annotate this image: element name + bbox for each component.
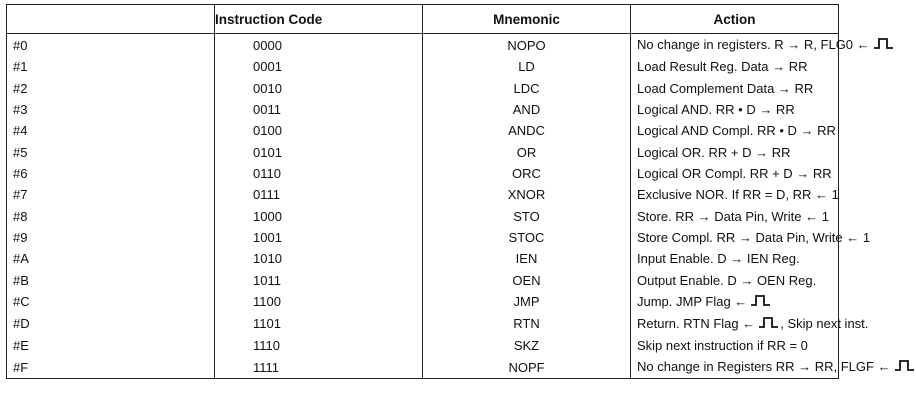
- action: [631, 34, 870, 57]
- action: [631, 248, 839, 269]
- instruction-code: 1101: [215, 313, 423, 335]
- instruction-code: 1010: [215, 248, 423, 269]
- instruction-code: 1100: [215, 291, 423, 313]
- instruction-number: #2: [7, 77, 215, 98]
- instruction-number: #8: [7, 205, 215, 226]
- instruction-number: #6: [7, 163, 215, 184]
- table-row: [7, 77, 839, 98]
- instruction-number: #A: [7, 248, 215, 269]
- mnemonic: JMP: [423, 291, 631, 313]
- table-row: [7, 248, 839, 269]
- action: [631, 313, 869, 335]
- header-mnemonic: Mnemonic: [423, 5, 631, 34]
- action-text: Logical AND Compl. RR • D → RR: [637, 123, 836, 139]
- action: [631, 227, 871, 248]
- instruction-number: #1: [7, 56, 215, 77]
- action-text: Logical AND. RR • D → RR: [637, 101, 795, 117]
- action: [631, 120, 839, 141]
- instruction-code: 0111: [215, 184, 423, 205]
- mnemonic: ANDC: [423, 120, 631, 141]
- table-row: [7, 184, 839, 205]
- instruction-code: 0000: [215, 34, 423, 57]
- action-text: Store Compl. RR → Data Pin, Write ← 1: [637, 229, 871, 245]
- table-row: [7, 291, 839, 313]
- instruction-code: 0101: [215, 141, 423, 162]
- instruction-number: #C: [7, 291, 215, 313]
- action: [631, 77, 839, 98]
- action: [631, 291, 839, 313]
- instruction-number: #3: [7, 99, 215, 120]
- mnemonic: LDC: [423, 77, 631, 98]
- instruction-code: 1011: [215, 270, 423, 291]
- action-text: No change in registers. R → R, FLG0 ←: [637, 37, 870, 52]
- table-row: [7, 205, 839, 226]
- pulse-icon: [758, 314, 780, 335]
- action-suffix: , Skip next inst.: [780, 315, 869, 331]
- action-text: Skip next instruction if RR = 0: [637, 338, 808, 354]
- instruction-number: #B: [7, 270, 215, 291]
- action-text: Logical OR. RR + D → RR: [637, 144, 791, 160]
- instruction-number: #4: [7, 120, 215, 141]
- instruction-code: 0010: [215, 77, 423, 98]
- instruction-number: #F: [7, 356, 215, 379]
- header-number: [7, 5, 215, 34]
- mnemonic: RTN: [423, 313, 631, 335]
- instruction-code: 0110: [215, 163, 423, 184]
- action-text: No change in Registers RR → RR, FLGF ←: [637, 359, 891, 375]
- instruction-table: [6, 4, 891, 379]
- table-row: [7, 34, 839, 57]
- pulse-icon: [894, 357, 916, 378]
- action: [631, 99, 839, 120]
- instruction-code: 1111: [215, 356, 423, 379]
- table-row: [7, 270, 839, 291]
- instruction-code: 1110: [215, 335, 423, 356]
- table-row: [7, 99, 839, 120]
- action: [631, 163, 839, 184]
- mnemonic: NOPF: [423, 356, 631, 379]
- mnemonic: STOC: [423, 227, 631, 248]
- instruction-code: 0001: [215, 56, 423, 77]
- action-text: Input Enable. D → IEN Reg.: [637, 251, 800, 267]
- action: [631, 56, 839, 77]
- action-text: Exclusive NOR. If RR = D, RR ← 1: [637, 187, 839, 203]
- instruction-number: #9: [7, 227, 215, 248]
- table-row: [7, 56, 839, 77]
- instruction-number: #E: [7, 335, 215, 356]
- instruction-code: 1000: [215, 205, 423, 226]
- mnemonic: OR: [423, 141, 631, 162]
- instruction-number: #0: [7, 34, 215, 57]
- mnemonic: OEN: [423, 270, 631, 291]
- mnemonic: AND: [423, 99, 631, 120]
- pulse-icon: [750, 292, 772, 313]
- mnemonic: IEN: [423, 248, 631, 269]
- mnemonic: STO: [423, 205, 631, 226]
- action-text: Jump. JMP Flag ←: [637, 293, 748, 309]
- mnemonic: XNOR: [423, 184, 631, 205]
- action-text: Store. RR → Data Pin, Write ← 1: [637, 208, 829, 224]
- action: [631, 205, 839, 226]
- table-row: [7, 335, 839, 356]
- instruction-number: #D: [7, 313, 215, 335]
- mnemonic: SKZ: [423, 335, 631, 356]
- table-row: [7, 356, 839, 379]
- table-row: [7, 313, 839, 335]
- table-row: [7, 120, 839, 141]
- action: [631, 184, 839, 205]
- action: [631, 335, 839, 356]
- pulse-icon: [873, 35, 895, 56]
- header-row: [7, 5, 839, 34]
- action: [631, 356, 891, 379]
- instruction-code: 0011: [215, 99, 423, 120]
- action: [631, 270, 839, 291]
- header-action: Action: [631, 5, 839, 34]
- action-text: Load Complement Data → RR: [637, 80, 814, 96]
- action-text: Logical OR Compl. RR + D → RR: [637, 165, 832, 181]
- mnemonic: LD: [423, 56, 631, 77]
- action-text: Output Enable. D → OEN Reg.: [637, 272, 817, 288]
- action-text: Return. RTN Flag ←: [637, 315, 756, 331]
- table-row: [7, 163, 839, 184]
- action: [631, 141, 839, 162]
- instruction-code: 0100: [215, 120, 423, 141]
- instruction-number: #5: [7, 141, 215, 162]
- header-instruction-code: Instruction Code: [215, 5, 423, 34]
- table-row: [7, 141, 839, 162]
- instruction-number: #7: [7, 184, 215, 205]
- table-row: [7, 227, 839, 248]
- action-text: Load Result Reg. Data → RR: [637, 59, 808, 75]
- mnemonic: ORC: [423, 163, 631, 184]
- mnemonic: NOPO: [423, 34, 631, 57]
- instruction-code: 1001: [215, 227, 423, 248]
